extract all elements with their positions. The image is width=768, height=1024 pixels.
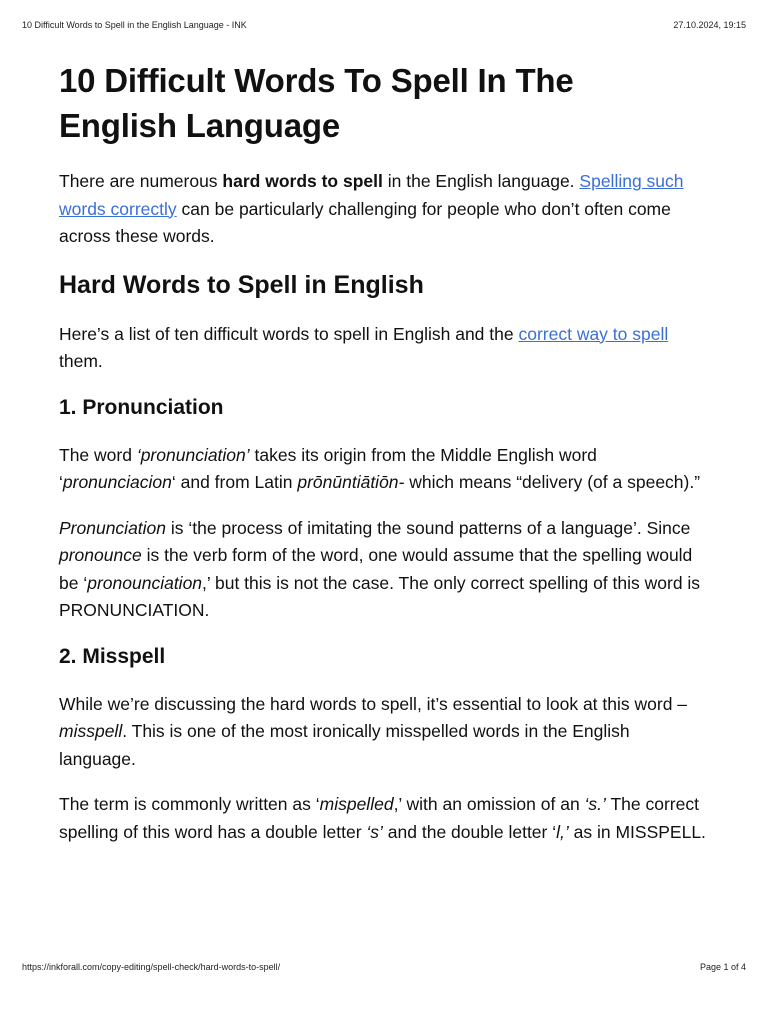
intro-bold: hard words to spell [222,171,383,191]
italic-text: l,’ [556,821,569,842]
list-intro-text-1: Here’s a list of ten difficult words to spell in English and the [59,323,519,344]
item1-heading: 1. Pronunciation [59,395,224,419]
page-title-line2: English Language [59,107,340,144]
text: is the verb form of the word, one would assume that the spelling would be ‘ [59,545,693,593]
correct-way-link[interactable]: correct way to spell [518,323,669,344]
print-footer-url: https://inkforall.com/copy-editing/spell-check/hard-words-to-spell/ [22,962,281,972]
text: . This is one of the most ironically misspelled words in the English language. [59,721,630,769]
italic-text: prōnūntiātiōn- [297,472,405,492]
italic-text: ‘s.’ [584,794,606,814]
print-footer [22,962,746,972]
text: which means “delivery (of a speech).” [404,472,701,492]
italic-text: ‘pronunciation’ [136,444,250,465]
text: While we’re discussing the hard words to spell, it’s essential to look at this word – [59,693,688,714]
article-content [59,58,711,864]
italic-text: pronounciation [87,572,203,593]
print-footer-page: Page 1 of 4 [699,962,746,972]
intro-text-3: can be particularly challenging for people who don’t often come across these words. [59,198,671,246]
italic-text: mispelled [319,794,394,814]
text: ,’ but this is not the case. The only correct spelling of this word is PRONUNCIATION. [59,572,701,620]
spelling-correctly-link[interactable]: Spelling such words correctly [59,171,684,219]
page-title [59,58,711,148]
intro-paragraph [59,168,711,251]
list-intro-paragraph [59,321,711,376]
text: ,’ with an omission of an [393,794,585,814]
item2-paragraph-1 [59,691,711,774]
print-header-datetime: 27.10.2024, 19:15 [673,20,746,30]
item1-paragraph-1 [59,442,711,497]
list-intro-text-2: them. [59,351,103,371]
text: is ‘the process of imitating the sound patterns of a language’. Since [166,517,691,538]
item2-paragraph-2 [59,791,711,846]
print-header [22,20,746,30]
print-header-title: 10 Difficult Words to Spell in the English Language - INK [22,20,247,30]
italic-text: Pronunciation [59,517,167,538]
item1-paragraph-2 [59,515,711,625]
italic-text: ‘s’ [366,821,383,842]
italic-text: pronunciacion [62,472,172,492]
text: takes its origin from the Middle English word ‘ [59,444,597,492]
text: ‘ and from Latin [171,472,298,492]
text: as in MISSPELL. [568,821,706,842]
page-title-line1: 10 Difficult Words To Spell In The [59,62,574,99]
text: The word [59,444,137,465]
italic-text: pronounce [59,545,142,565]
item2-heading: 2. Misspell [59,644,166,668]
italic-text: misspell [59,721,123,741]
text: and the double letter ‘ [382,821,557,842]
intro-text-2: in the English language. [382,171,580,191]
text: The term is commonly written as ‘ [59,794,320,814]
text: The correct spelling of this word has a double letter [59,794,699,842]
section-heading: Hard Words to Spell in English [59,270,424,299]
intro-text-1: There are numerous [59,171,223,191]
